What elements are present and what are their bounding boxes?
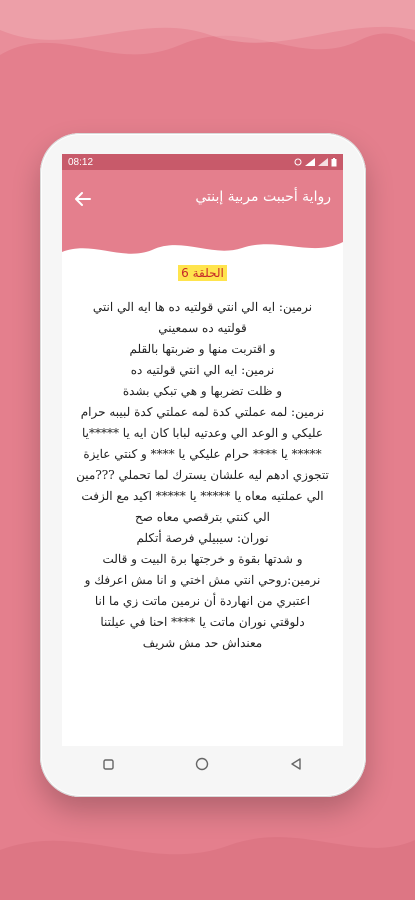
story-line: تتجوزي ادهم ليه علشان يسترك لما تحملي ???مين: [76, 468, 329, 482]
page-title: رواية أحببت مربية إبنتي: [195, 189, 331, 205]
wifi-icon: [318, 158, 328, 166]
app-header: [62, 170, 343, 242]
arrow-left-icon: [75, 192, 91, 206]
settings-small-icon: [294, 158, 302, 166]
story-line: قولتيه ده سمعيني: [158, 321, 247, 335]
battery-icon: [331, 158, 337, 167]
status-bar: [62, 154, 343, 170]
header-wave: [62, 228, 343, 264]
story-line: ***** يا **** حرام عليكي يا **** و كنتي عايزة: [83, 447, 322, 461]
story-line: نرمين: ايه الي انتي قولتيه ده ها ايه الي انتي: [92, 300, 313, 314]
status-icons: [294, 158, 337, 167]
story-line: معنداش حد مش شريف: [142, 636, 263, 650]
story-content: [62, 262, 343, 746]
android-nav-bar: [62, 746, 343, 782]
story-line: نوران: سيبيلي فرصة أتكلم: [136, 531, 269, 545]
background-wave-top: [0, 0, 415, 120]
triangle-icon: [290, 758, 302, 770]
story-line: عليكي و الوعد الي وعدتيه لبابا كان ايه يا *****يا: [81, 426, 323, 440]
story-line: و اقتربت منها و ضربتها بالقلم: [129, 342, 276, 356]
app-screen: [62, 154, 343, 746]
story-line: و شدتها بقوة و خرجتها برة البيت و قالت: [102, 552, 303, 566]
story-line: نرمين:روحي انتي مش اختي و انا مش اعرفك و: [84, 573, 321, 587]
story-line: نرمين: لمه عملتي كدة لمه عملتي كدة لبيبه حرام: [80, 405, 325, 419]
home-button[interactable]: [187, 749, 217, 779]
story-line: الي عملتيه معاه يا ***** يا ***** اكيد مع الزفت: [81, 489, 324, 503]
story-line: نرمين: ايه الي انتي قولتيه ده: [130, 363, 275, 377]
status-time: 08:12: [68, 156, 94, 168]
back-button[interactable]: [72, 188, 94, 210]
circle-icon: [195, 757, 209, 771]
story-line: دلوقتي نوران ماتت يا **** احنا في عيلتنا: [100, 615, 305, 629]
chapter-label: الحلقة 6: [178, 265, 227, 281]
recent-apps-button[interactable]: [94, 749, 124, 779]
square-icon: [103, 759, 114, 770]
story-text: [76, 297, 329, 654]
nav-back-button[interactable]: [281, 749, 311, 779]
story-line: الي كنتي بترقصي معاه صح: [134, 510, 271, 524]
signal-icon: [305, 158, 315, 166]
story-line: اعتبري من انهاردة أن نرمين ماتت زي ما انا: [94, 594, 311, 608]
background-wave-bottom: [0, 780, 415, 900]
story-line: و ظلت تضربها و هي تبكي بشدة: [122, 384, 283, 398]
